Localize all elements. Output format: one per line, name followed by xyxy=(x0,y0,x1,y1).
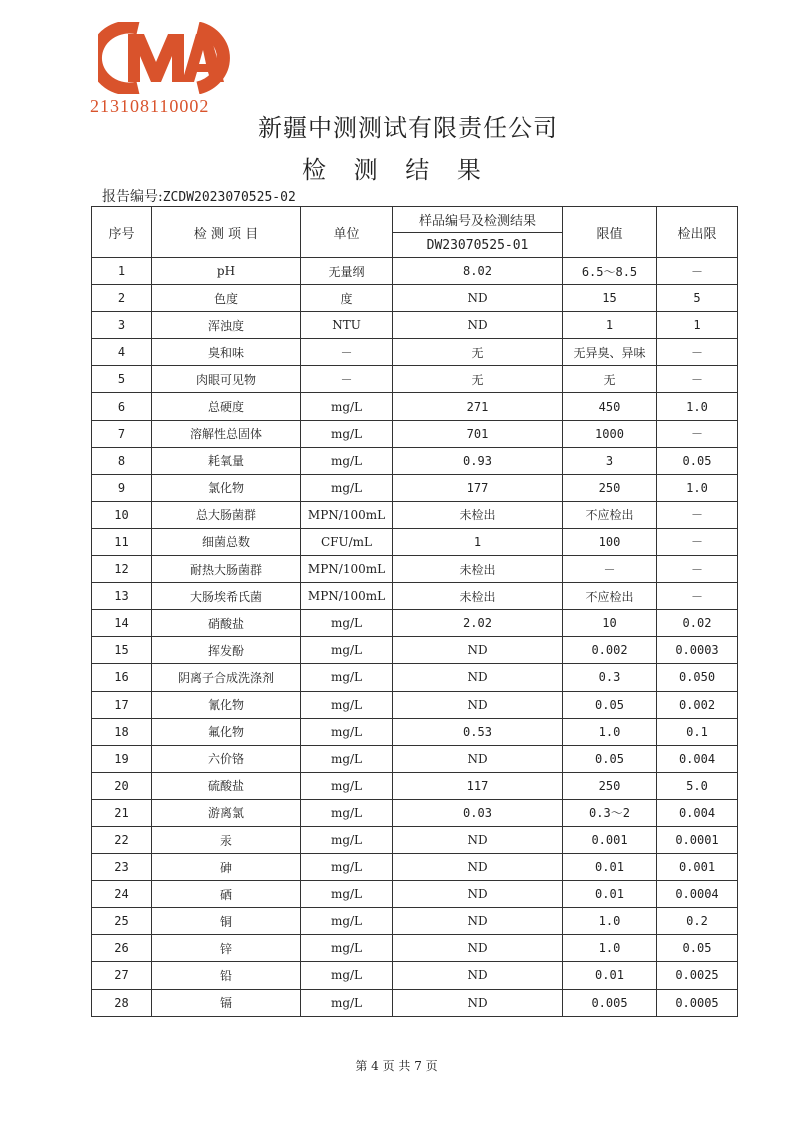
cell-limit: 0.3 xyxy=(563,664,657,691)
table-row xyxy=(92,881,738,908)
header-seq: 序号 xyxy=(92,207,152,258)
cell-unit: mg/L xyxy=(301,691,393,718)
cell-unit: MPN/100mL xyxy=(301,556,393,583)
cell-seq: 1 xyxy=(92,258,152,285)
cell-limit: 1.0 xyxy=(563,935,657,962)
cell-unit: MPN/100mL xyxy=(301,583,393,610)
cell-seq: 23 xyxy=(92,854,152,881)
cell-item: 汞 xyxy=(152,826,301,853)
cell-limit: 1000 xyxy=(563,420,657,447)
cell-unit: mg/L xyxy=(301,772,393,799)
cell-limit: － xyxy=(563,556,657,583)
table-row xyxy=(92,935,738,962)
cell-unit: － xyxy=(301,366,393,393)
cell-result: ND xyxy=(393,664,563,691)
cell-limit: 0.01 xyxy=(563,881,657,908)
cell-unit: mg/L xyxy=(301,637,393,664)
cell-result: 8.02 xyxy=(393,258,563,285)
cell-item: 氟化物 xyxy=(152,718,301,745)
header-limit: 限值 xyxy=(563,207,657,258)
table-row xyxy=(92,393,738,420)
cell-seq: 12 xyxy=(92,556,152,583)
table-row xyxy=(92,339,738,366)
cell-detect-limit: 5.0 xyxy=(657,772,738,799)
cell-seq: 4 xyxy=(92,339,152,366)
cell-limit: 0.3～2 xyxy=(563,799,657,826)
report-number-value: ZCDW2023070525-02 xyxy=(162,190,296,205)
cell-detect-limit: 0.2 xyxy=(657,908,738,935)
cell-seq: 6 xyxy=(92,393,152,420)
cell-limit: 无 xyxy=(563,366,657,393)
cell-item: 色度 xyxy=(152,285,301,312)
cell-detect-limit: － xyxy=(657,583,738,610)
results-table-body xyxy=(92,258,738,1017)
cell-item: 硒 xyxy=(152,881,301,908)
table-row xyxy=(92,854,738,881)
cell-limit: 1 xyxy=(563,312,657,339)
cell-detect-limit: － xyxy=(657,501,738,528)
cell-detect-limit: 5 xyxy=(657,285,738,312)
cell-unit: mg/L xyxy=(301,447,393,474)
cell-result: ND xyxy=(393,908,563,935)
cell-detect-limit: － xyxy=(657,528,738,555)
table-row xyxy=(92,772,738,799)
cell-detect-limit: 0.0003 xyxy=(657,637,738,664)
cell-result: 0.93 xyxy=(393,447,563,474)
cell-item: 硝酸盐 xyxy=(152,610,301,637)
cell-seq: 28 xyxy=(92,989,152,1016)
cell-item: 铜 xyxy=(152,908,301,935)
cell-item: 浑浊度 xyxy=(152,312,301,339)
cell-limit: 100 xyxy=(563,528,657,555)
cell-result: ND xyxy=(393,826,563,853)
cell-detect-limit: － xyxy=(657,556,738,583)
table-row xyxy=(92,908,738,935)
cell-item: 阴离子合成洗涤剂 xyxy=(152,664,301,691)
cell-unit: mg/L xyxy=(301,935,393,962)
cell-item: 挥发酚 xyxy=(152,637,301,664)
cell-unit: 无量纲 xyxy=(301,258,393,285)
cell-detect-limit: 1.0 xyxy=(657,393,738,420)
header-sample-id: DW23070525-01 xyxy=(393,233,563,258)
cell-seq: 7 xyxy=(92,420,152,447)
table-row xyxy=(92,664,738,691)
cell-item: 耗氧量 xyxy=(152,447,301,474)
cell-item: 铅 xyxy=(152,962,301,989)
table-row xyxy=(92,691,738,718)
cell-detect-limit: 1 xyxy=(657,312,738,339)
table-row xyxy=(92,745,738,772)
cell-item: 总大肠菌群 xyxy=(152,501,301,528)
cell-result: 1 xyxy=(393,528,563,555)
cell-limit: 1.0 xyxy=(563,718,657,745)
cell-item: 游离氯 xyxy=(152,799,301,826)
cell-item: 氰化物 xyxy=(152,691,301,718)
cell-limit: 无异臭、异味 xyxy=(563,339,657,366)
cell-limit: 不应检出 xyxy=(563,583,657,610)
table-row xyxy=(92,962,738,989)
cell-result: ND xyxy=(393,312,563,339)
cell-result: ND xyxy=(393,881,563,908)
cell-result: 未检出 xyxy=(393,583,563,610)
cell-limit: 15 xyxy=(563,285,657,312)
cell-result: 无 xyxy=(393,339,563,366)
cell-unit: mg/L xyxy=(301,989,393,1016)
report-number-label: 报告编号: xyxy=(102,189,163,205)
cell-result: 2.02 xyxy=(393,610,563,637)
cell-seq: 25 xyxy=(92,908,152,935)
cell-detect-limit: 0.0001 xyxy=(657,826,738,853)
cell-limit: 0.005 xyxy=(563,989,657,1016)
cell-limit: 0.002 xyxy=(563,637,657,664)
cell-unit: mg/L xyxy=(301,799,393,826)
table-row xyxy=(92,799,738,826)
cell-item: 肉眼可见物 xyxy=(152,366,301,393)
cell-result: ND xyxy=(393,989,563,1016)
cell-detect-limit: 0.05 xyxy=(657,447,738,474)
cell-detect-limit: 0.004 xyxy=(657,745,738,772)
cell-item: 耐热大肠菌群 xyxy=(152,556,301,583)
cell-unit: mg/L xyxy=(301,474,393,501)
cell-result: 未检出 xyxy=(393,501,563,528)
cell-unit: mg/L xyxy=(301,854,393,881)
cma-certificate-number: 213108110002 xyxy=(90,96,210,116)
table-row xyxy=(92,610,738,637)
cell-detect-limit: 0.0025 xyxy=(657,962,738,989)
cell-seq: 9 xyxy=(92,474,152,501)
cell-result: ND xyxy=(393,691,563,718)
cell-detect-limit: 0.004 xyxy=(657,799,738,826)
cell-item: 镉 xyxy=(152,989,301,1016)
cell-seq: 20 xyxy=(92,772,152,799)
cell-result: ND xyxy=(393,962,563,989)
cell-seq: 17 xyxy=(92,691,152,718)
cell-limit: 0.05 xyxy=(563,691,657,718)
cell-detect-limit: 0.05 xyxy=(657,935,738,962)
cell-unit: MPN/100mL xyxy=(301,501,393,528)
cell-unit: － xyxy=(301,339,393,366)
table-row xyxy=(92,420,738,447)
cell-seq: 14 xyxy=(92,610,152,637)
cell-item: pH xyxy=(152,258,301,285)
cell-unit: CFU/mL xyxy=(301,528,393,555)
cell-item: 锌 xyxy=(152,935,301,962)
cell-unit: mg/L xyxy=(301,745,393,772)
cell-detect-limit: 0.0005 xyxy=(657,989,738,1016)
cell-unit: mg/L xyxy=(301,881,393,908)
cell-seq: 13 xyxy=(92,583,152,610)
cell-result: 271 xyxy=(393,393,563,420)
report-number xyxy=(102,186,296,206)
cell-limit: 10 xyxy=(563,610,657,637)
cell-unit: mg/L xyxy=(301,962,393,989)
cell-seq: 15 xyxy=(92,637,152,664)
cell-result: ND xyxy=(393,854,563,881)
cell-limit: 450 xyxy=(563,393,657,420)
cell-result: 177 xyxy=(393,474,563,501)
cell-detect-limit: － xyxy=(657,366,738,393)
table-row xyxy=(92,556,738,583)
table-row xyxy=(92,583,738,610)
cell-seq: 16 xyxy=(92,664,152,691)
cell-detect-limit: 0.002 xyxy=(657,691,738,718)
header-unit: 单位 xyxy=(301,207,393,258)
cell-result: ND xyxy=(393,745,563,772)
cell-result: 701 xyxy=(393,420,563,447)
cell-detect-limit: － xyxy=(657,420,738,447)
header-sample-group: 样品编号及检测结果 xyxy=(393,207,563,233)
header-detect-limit: 检出限 xyxy=(657,207,738,258)
cell-result: 无 xyxy=(393,366,563,393)
cell-seq: 24 xyxy=(92,881,152,908)
cell-seq: 22 xyxy=(92,826,152,853)
cell-unit: mg/L xyxy=(301,664,393,691)
table-row xyxy=(92,826,738,853)
cell-item: 溶解性总固体 xyxy=(152,420,301,447)
cell-limit: 1.0 xyxy=(563,908,657,935)
cell-result: ND xyxy=(393,637,563,664)
cell-unit: mg/L xyxy=(301,610,393,637)
cell-seq: 26 xyxy=(92,935,152,962)
results-table xyxy=(91,206,738,1017)
cell-item: 砷 xyxy=(152,854,301,881)
cell-detect-limit: － xyxy=(657,339,738,366)
table-row xyxy=(92,258,738,285)
cell-limit: 0.01 xyxy=(563,962,657,989)
table-row xyxy=(92,637,738,664)
cell-seq: 8 xyxy=(92,447,152,474)
cell-limit: 0.001 xyxy=(563,826,657,853)
cell-result: 未检出 xyxy=(393,556,563,583)
cell-unit: 度 xyxy=(301,285,393,312)
table-row xyxy=(92,312,738,339)
cell-result: ND xyxy=(393,935,563,962)
cell-item: 总硬度 xyxy=(152,393,301,420)
table-row xyxy=(92,501,738,528)
cell-seq: 19 xyxy=(92,745,152,772)
cell-result: 0.53 xyxy=(393,718,563,745)
cell-result: 117 xyxy=(393,772,563,799)
cell-item: 六价铬 xyxy=(152,745,301,772)
cell-seq: 2 xyxy=(92,285,152,312)
cell-detect-limit: 0.02 xyxy=(657,610,738,637)
cell-detect-limit: 0.1 xyxy=(657,718,738,745)
cell-seq: 21 xyxy=(92,799,152,826)
header-item: 检 测 项 目 xyxy=(152,207,301,258)
cell-item: 臭和味 xyxy=(152,339,301,366)
table-row xyxy=(92,989,738,1016)
cell-unit: mg/L xyxy=(301,908,393,935)
cell-seq: 18 xyxy=(92,718,152,745)
cell-seq: 27 xyxy=(92,962,152,989)
cell-unit: mg/L xyxy=(301,826,393,853)
cell-unit: mg/L xyxy=(301,718,393,745)
cell-item: 细菌总数 xyxy=(152,528,301,555)
cell-limit: 3 xyxy=(563,447,657,474)
cell-detect-limit: 0.0004 xyxy=(657,881,738,908)
table-row xyxy=(92,447,738,474)
table-row xyxy=(92,718,738,745)
cell-detect-limit: 0.050 xyxy=(657,664,738,691)
company-name: 新疆中测测试有限责任公司 xyxy=(258,114,558,142)
cell-unit: mg/L xyxy=(301,393,393,420)
cell-detect-limit: － xyxy=(657,258,738,285)
cell-detect-limit: 0.001 xyxy=(657,854,738,881)
cell-seq: 3 xyxy=(92,312,152,339)
table-row xyxy=(92,528,738,555)
cell-seq: 5 xyxy=(92,366,152,393)
cell-item: 氯化物 xyxy=(152,474,301,501)
cell-seq: 10 xyxy=(92,501,152,528)
cell-item: 大肠埃希氏菌 xyxy=(152,583,301,610)
cell-item: 硫酸盐 xyxy=(152,772,301,799)
cell-unit: NTU xyxy=(301,312,393,339)
cma-logo xyxy=(98,22,238,94)
cell-limit: 0.01 xyxy=(563,854,657,881)
cell-detect-limit: 1.0 xyxy=(657,474,738,501)
cell-limit: 0.05 xyxy=(563,745,657,772)
page-title: 检 测 结 果 xyxy=(302,156,491,184)
cell-limit: 250 xyxy=(563,772,657,799)
cell-limit: 6.5～8.5 xyxy=(563,258,657,285)
cell-seq: 11 xyxy=(92,528,152,555)
cell-unit: mg/L xyxy=(301,420,393,447)
cell-result: 0.03 xyxy=(393,799,563,826)
page-footer: 第 4 页 共 7 页 xyxy=(355,1059,438,1073)
cell-limit: 不应检出 xyxy=(563,501,657,528)
table-row xyxy=(92,474,738,501)
table-row xyxy=(92,285,738,312)
cell-limit: 250 xyxy=(563,474,657,501)
table-row xyxy=(92,366,738,393)
cell-result: ND xyxy=(393,285,563,312)
